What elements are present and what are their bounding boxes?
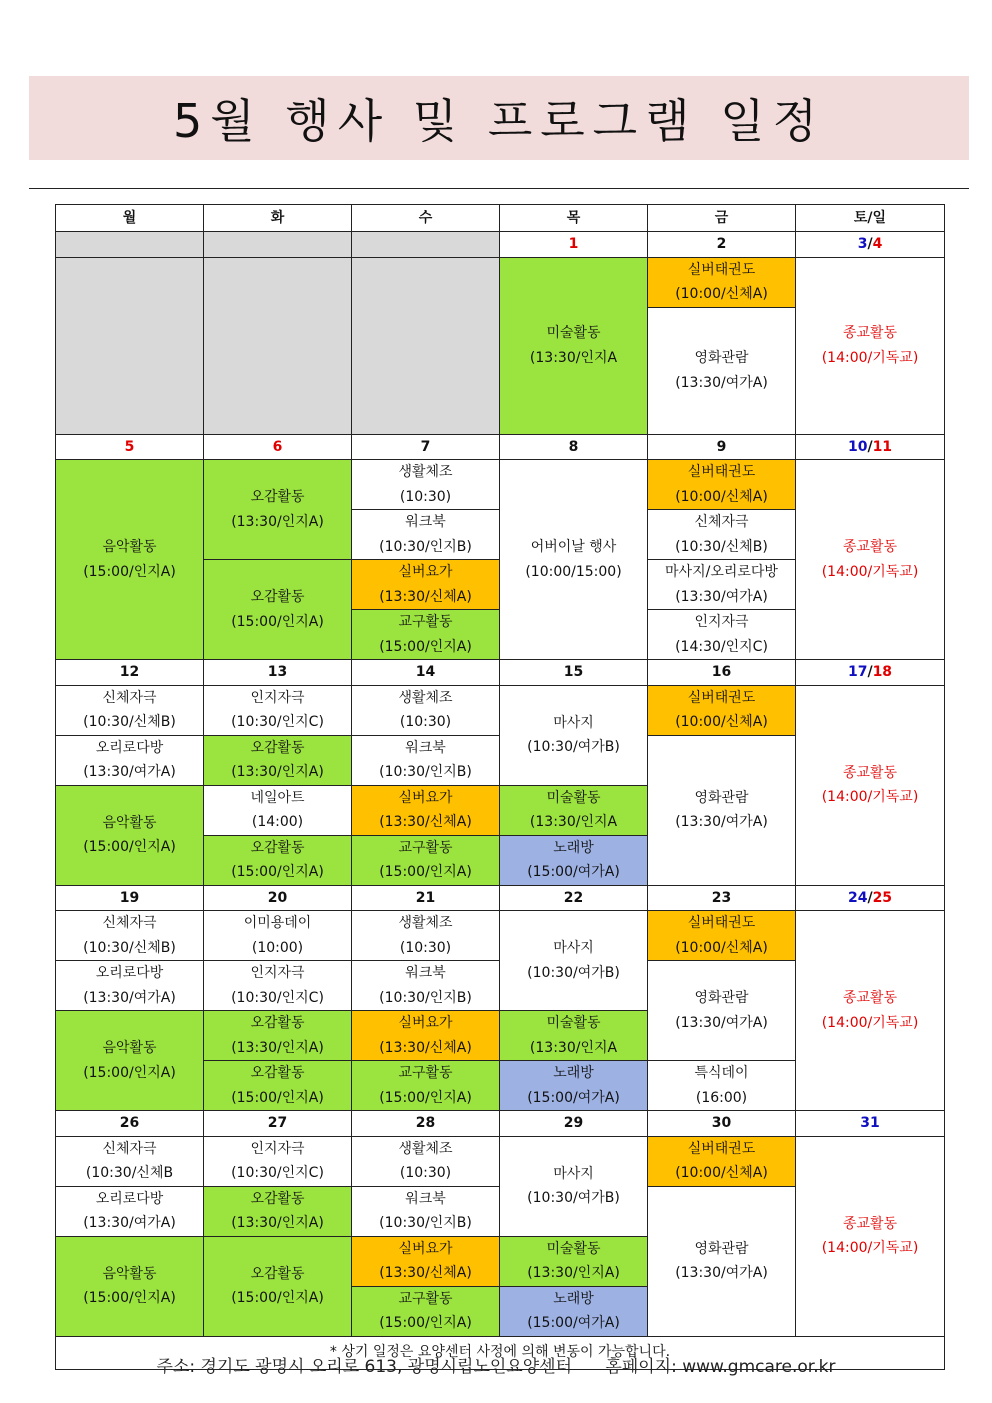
date-number: 9 [648, 434, 796, 460]
event-cell: 생활체조 (10:30) [352, 685, 500, 735]
event-cell: 미술활동 (13:30/인지A [500, 257, 648, 434]
event-cell: 특식데이 (16:00) [648, 1061, 796, 1111]
event-cell: 이미용데이 (10:00) [204, 911, 352, 961]
event-cell: 실버태권도 (10:00/신체A) [648, 685, 796, 735]
event-cell: 실버태권도 (10:00/신체A) [648, 1136, 796, 1186]
event-cell: 영화관람 (13:30/여가A) [648, 1186, 796, 1336]
weekday-header: 금 [648, 205, 796, 232]
date-number: 2 [648, 232, 796, 258]
event-cell: 오감활동 (13:30/인지A) [204, 1011, 352, 1061]
event-cell: 신체자극 (10:30/신체B [56, 1136, 204, 1186]
event-cell: 노래방 (15:00/여가A) [500, 1286, 648, 1336]
event-cell: 실버태권도 (10:00/신체A) [648, 460, 796, 510]
date-number: 1 [500, 232, 648, 258]
title-banner [29, 76, 969, 160]
event-cell: 오감활동 (13:30/인지A) [204, 735, 352, 785]
event-cell: 교구활동 (15:00/인지A) [352, 835, 500, 885]
date-row [56, 232, 945, 258]
date-number: 12 [56, 660, 204, 686]
weekend-date: 10/11 [796, 434, 945, 460]
event-cell: 네일아트 (14:00) [204, 785, 352, 835]
footer-homepage: 홈페이지: www.gmcare.or.kr [605, 1357, 836, 1377]
weekday-header-row [56, 205, 945, 232]
date-number: 8 [500, 434, 648, 460]
event-cell: 영화관람 (13:30/여가A) [648, 961, 796, 1061]
event-row [56, 911, 945, 961]
event-cell: 신체자극 (10:30/신체B) [56, 911, 204, 961]
weekday-header: 화 [204, 205, 352, 232]
event-cell: 생활체조 (10:30) [352, 1136, 500, 1186]
date-number: 20 [204, 885, 352, 911]
date-number: 6 [204, 434, 352, 460]
event-cell: 마사지/오리로다방 (13:30/여가A) [648, 560, 796, 610]
date-row [56, 885, 945, 911]
event-cell: 인지자극 (14:30/인지C) [648, 610, 796, 660]
blank-cell [56, 257, 204, 434]
event-cell: 워크북 (10:30/인지B) [352, 510, 500, 560]
weekday-header: 월 [56, 205, 204, 232]
event-cell: 마사지 (10:30/여가B) [500, 685, 648, 785]
date-number: 16 [648, 660, 796, 686]
weekend-date: 3/4 [796, 232, 945, 258]
blank-date [204, 232, 352, 258]
event-cell: 신체자극 (10:30/신체B) [56, 685, 204, 735]
event-row [56, 1136, 945, 1186]
date-number: 7 [352, 434, 500, 460]
divider [29, 188, 969, 189]
event-cell: 인지자극 (10:30/인지C) [204, 1136, 352, 1186]
date-row [56, 1111, 945, 1137]
event-cell: 워크북 (10:30/인지B) [352, 735, 500, 785]
weekday-header: 수 [352, 205, 500, 232]
date-number: 14 [352, 660, 500, 686]
blank-cell [204, 257, 352, 434]
date-number: 15 [500, 660, 648, 686]
blank-date [56, 232, 204, 258]
event-cell: 영화관람 (13:30/여가A) [648, 735, 796, 885]
religion-event-cell: 종교활동 (14:00/기독교) [796, 685, 945, 885]
footer [0, 1352, 992, 1377]
event-cell: 실버요가 (13:30/신체A) [352, 560, 500, 610]
event-cell: 실버태권도 (10:00/신체A) [648, 911, 796, 961]
date-number: 23 [648, 885, 796, 911]
weekday-header: 토/일 [796, 205, 945, 232]
event-cell: 오감활동 (13:30/인지A) [204, 1186, 352, 1236]
event-cell: 신체자극 (10:30/신체B) [648, 510, 796, 560]
event-cell: 음악활동 (15:00/인지A) [56, 1011, 204, 1111]
date-number: 30 [648, 1111, 796, 1137]
event-cell: 교구활동 (15:00/인지A) [352, 610, 500, 660]
event-cell: 워크북 (10:30/인지B) [352, 1186, 500, 1236]
event-cell: 노래방 (15:00/여가A) [500, 835, 648, 885]
date-number: 27 [204, 1111, 352, 1137]
event-cell: 마사지 (10:30/여가B) [500, 911, 648, 1011]
page-title: 5월 행사 및 프로그램 일정 [172, 94, 826, 148]
date-number: 13 [204, 660, 352, 686]
date-number: 22 [500, 885, 648, 911]
event-cell: 오리로다방 (13:30/여가A) [56, 735, 204, 785]
event-cell: 생활체조 (10:30) [352, 911, 500, 961]
event-row [56, 460, 945, 510]
event-cell: 오감활동 (15:00/인지A) [204, 1061, 352, 1111]
date-number: 31 [796, 1111, 945, 1137]
footer-address: 주소: 경기도 광명시 오리로 613, 광명시립노인요양센터 [156, 1357, 572, 1377]
event-cell: 실버요가 (13:30/신체A) [352, 785, 500, 835]
weekday-header: 목 [500, 205, 648, 232]
event-cell: 노래방 (15:00/여가A) [500, 1061, 648, 1111]
event-cell: 교구활동 (15:00/인지A) [352, 1286, 500, 1336]
schedule-note: * 상기 일정은 요양센터 사정에 의해 변동이 가능합니다. [56, 1336, 945, 1369]
event-cell: 미술활동 (13:30/인지A) [500, 1236, 648, 1286]
event-cell: 생활체조 (10:30) [352, 460, 500, 510]
event-cell: 음악활동 (15:00/인지A) [56, 785, 204, 885]
event-cell: 마사지 (10:30/여가B) [500, 1136, 648, 1236]
event-cell: 실버요가 (13:30/신체A) [352, 1236, 500, 1286]
date-number: 5 [56, 434, 204, 460]
religion-event-cell: 종교활동 (14:00/기독교) [796, 257, 945, 434]
weekend-date: 17/18 [796, 660, 945, 686]
event-cell: 오감활동 (15:00/인지A) [204, 560, 352, 660]
event-cell: 어버이날 행사 (10:00/15:00) [500, 460, 648, 660]
weekend-date: 24/25 [796, 885, 945, 911]
event-cell: 인지자극 (10:30/인지C) [204, 685, 352, 735]
event-cell: 오감활동 (13:30/인지A) [204, 460, 352, 560]
blank-date [352, 232, 500, 258]
event-cell: 실버태권도 (10:00/신체A) [648, 257, 796, 307]
event-cell: 워크북 (10:30/인지B) [352, 961, 500, 1011]
event-cell: 실버요가 (13:30/신체A) [352, 1011, 500, 1061]
event-cell: 오감활동 (15:00/인지A) [204, 835, 352, 885]
event-cell: 오감활동 (15:00/인지A) [204, 1236, 352, 1336]
blank-cell [352, 257, 500, 434]
event-cell: 오리로다방 (13:30/여가A) [56, 1186, 204, 1236]
date-row [56, 660, 945, 686]
religion-event-cell: 종교활동 (14:00/기독교) [796, 911, 945, 1111]
event-cell: 음악활동 (15:00/인지A) [56, 460, 204, 660]
event-cell: 미술활동 (13:30/인지A [500, 785, 648, 835]
date-number: 28 [352, 1111, 500, 1137]
religion-event-cell: 종교활동 (14:00/기독교) [796, 460, 945, 660]
date-row [56, 434, 945, 460]
event-row [56, 685, 945, 735]
schedule-table [55, 204, 945, 1370]
event-cell: 인지자극 (10:30/인지C) [204, 961, 352, 1011]
event-row [56, 257, 945, 307]
religion-event-cell: 종교활동 (14:00/기독교) [796, 1136, 945, 1336]
date-number: 19 [56, 885, 204, 911]
event-cell: 미술활동 (13:30/인지A [500, 1011, 648, 1061]
event-cell: 오리로다방 (13:30/여가A) [56, 961, 204, 1011]
date-number: 21 [352, 885, 500, 911]
date-number: 26 [56, 1111, 204, 1137]
event-cell: 교구활동 (15:00/인지A) [352, 1061, 500, 1111]
event-cell: 영화관람 (13:30/여가A) [648, 307, 796, 434]
event-cell: 음악활동 (15:00/인지A) [56, 1236, 204, 1336]
date-number: 29 [500, 1111, 648, 1137]
